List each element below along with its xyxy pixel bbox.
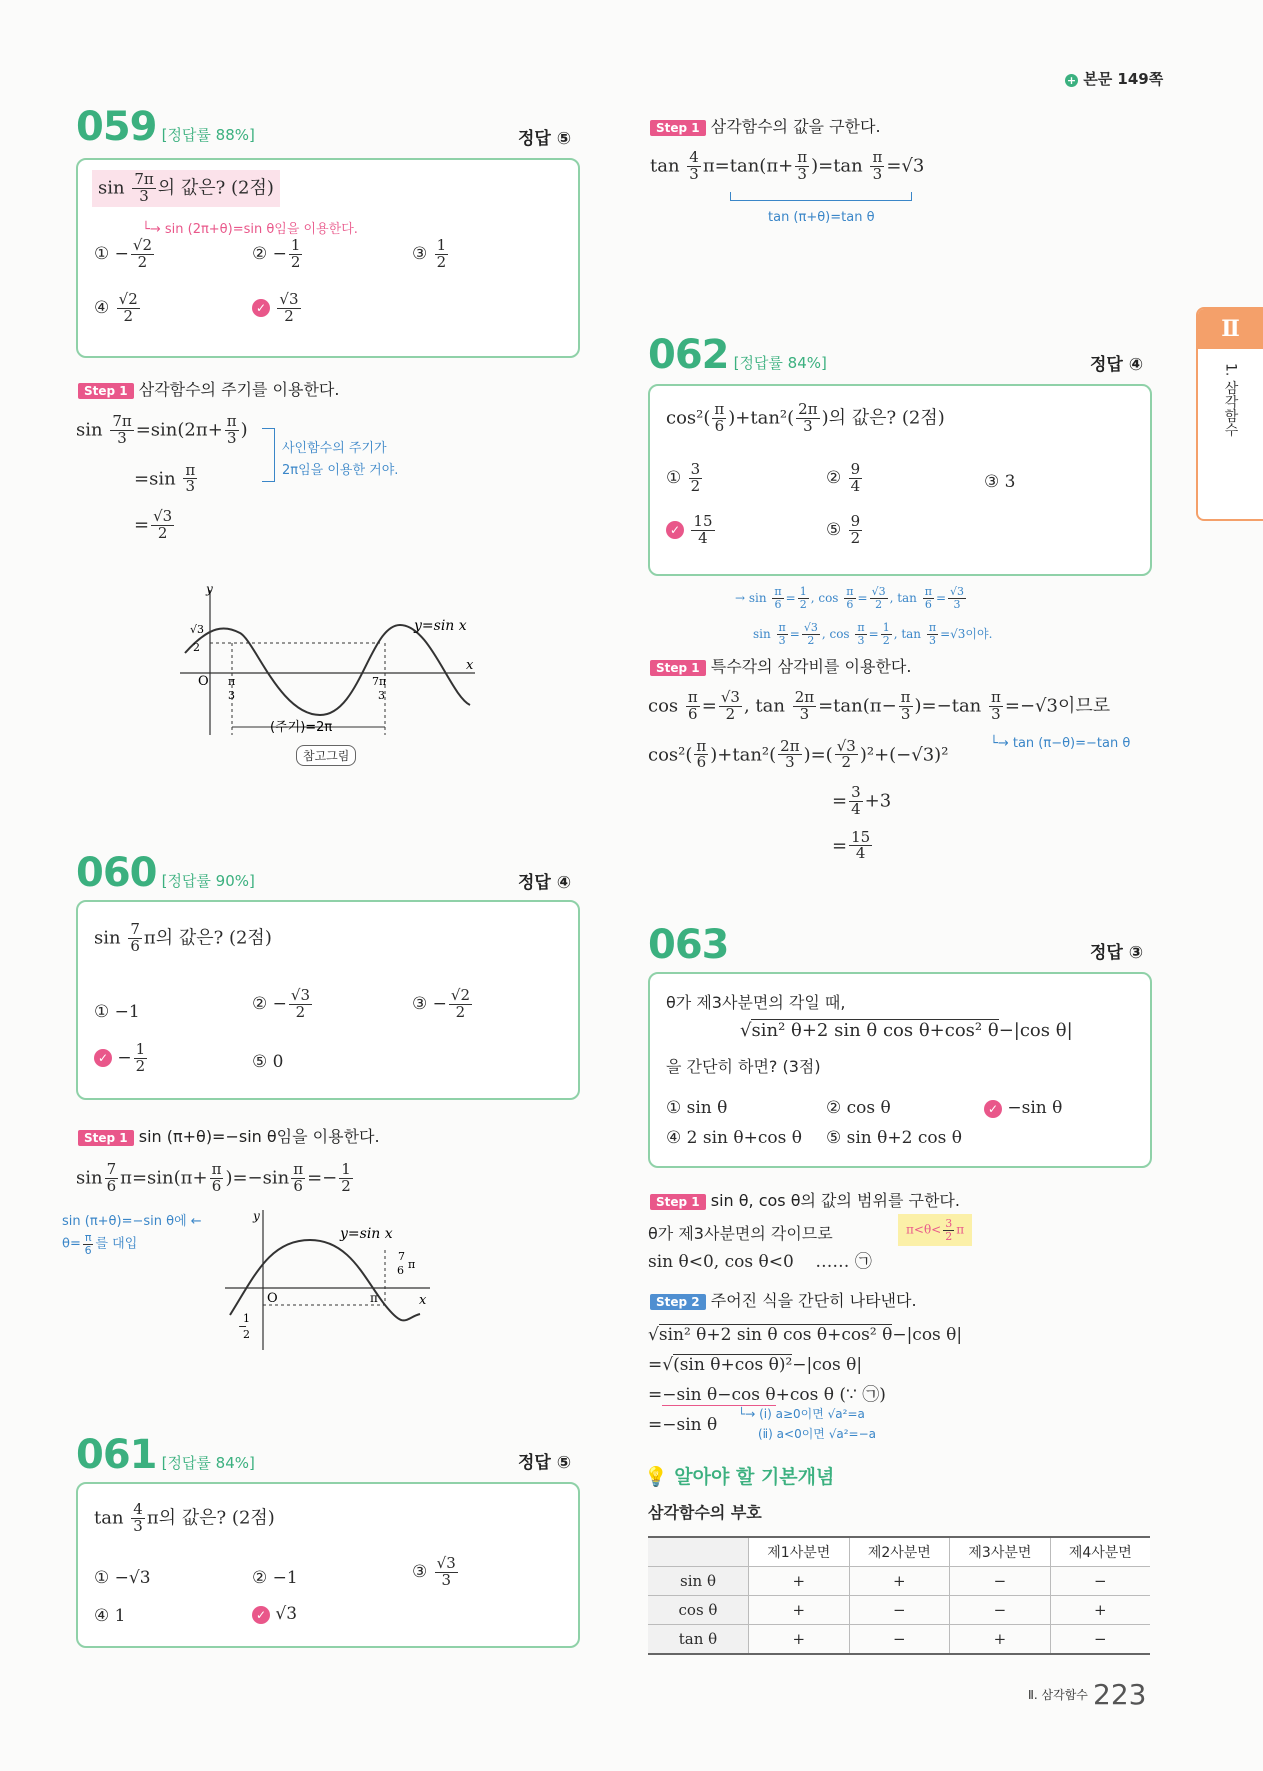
hint-059: └→ sin (2π+θ)=sin θ임을 이용한다. bbox=[142, 222, 358, 237]
option-4[interactable]: ④ $\frac{√2}{2}$ bbox=[94, 290, 138, 325]
note-text: tan (π−θ)=−tan θ bbox=[1012, 736, 1131, 751]
option-2[interactable]: ② $\frac{9}{4}$ bbox=[826, 460, 861, 495]
option-5[interactable]: ⑤ $\frac{9}{2}$ bbox=[826, 512, 861, 547]
svg-text:x: x bbox=[466, 658, 474, 673]
svg-text:√3: √3 bbox=[190, 623, 205, 636]
svg-text:O: O bbox=[198, 674, 209, 689]
special-angle-note: → sin $\frac{\pi}{6}$ = $\frac{1}{2}$ , cos $\frac{\pi}{6}$ = $\frac{√3}{2}$ , tan $\frac{\pi}{6}$ = $\frac{√3}{3}$ sin $\frac{\pi}{3}$ = $\frac{√3}{2}$ , cos $\frac{\pi}{3}$ = $\frac{1}{2}$ , tan $\frac{\pi}{3}$ =√3이야. bbox=[735, 585, 993, 647]
rule-line: (ⅰ) a≥0이면 √a²=a bbox=[759, 1407, 865, 1421]
problem-number: 063 bbox=[648, 922, 729, 968]
page-number: 223 bbox=[1093, 1678, 1147, 1711]
svg-text:y: y bbox=[206, 585, 213, 596]
option-1[interactable]: ① −√3 bbox=[94, 1568, 151, 1588]
solution-060: sin $\frac{7}{6}$ π=sin(π+ $\frac{\pi}{6}$ )=−sin $\frac{\pi}{6}$ =− $\frac{1}{2}$ bbox=[76, 1160, 351, 1195]
solution-063-step2: √sin² θ+2 sin θ cos θ+cos² θ−|cos θ| =√(sin θ+cos θ)²−|cos θ| =−sin θ−cos θ+cos θ (∵ ㉠) =−sin θ bbox=[648, 1325, 963, 1435]
side-note-line: 사인함수의 주기가 bbox=[282, 441, 387, 456]
checkmark-icon: ✓ bbox=[252, 299, 270, 317]
option-text: √3 bbox=[275, 1604, 298, 1624]
problem-number: 060 bbox=[76, 850, 157, 896]
range-highlight: π<θ< $\frac{3}{2}$ π bbox=[898, 1214, 972, 1246]
step1-063 bbox=[650, 1188, 960, 1211]
question-062: cos²( $\frac{\pi}{6}$ )+tan²( $\frac{2\pi}{3}$ )의 값은? (2점) bbox=[666, 400, 945, 435]
checkmark-icon: ✓ bbox=[984, 1100, 1002, 1118]
answer-label: 정답 ⑤ bbox=[518, 1453, 572, 1473]
table-cell: + bbox=[849, 1567, 950, 1596]
table-cell: + bbox=[749, 1625, 850, 1655]
solution-063-step1 bbox=[648, 1220, 872, 1276]
option-4[interactable]: ④ 1 bbox=[94, 1606, 126, 1626]
step-title: 삼각함수의 주기를 이용한다. bbox=[138, 380, 340, 399]
question-tail: 의 값은? (2점) bbox=[828, 407, 945, 429]
problem-061-box bbox=[76, 1482, 580, 1648]
table-row bbox=[648, 1567, 1150, 1596]
problem-number: 062 bbox=[648, 332, 729, 378]
question-tail: 의 값은? (2점) bbox=[155, 927, 272, 949]
footer-chapter: Ⅱ. 삼각함수 bbox=[1028, 1688, 1088, 1702]
option-5[interactable]: ⑤ 0 bbox=[252, 1052, 284, 1072]
reference-figure-tag: 참고그림 bbox=[296, 745, 356, 766]
chapter-tab[interactable] bbox=[1196, 307, 1263, 521]
table-cell: cos θ bbox=[648, 1596, 749, 1625]
question-061: tan $\frac{4}{3}$ π의 값은? (2점) bbox=[94, 1500, 275, 1535]
option-2[interactable]: ② cos θ bbox=[826, 1098, 891, 1118]
note-061: tan (π+θ)=tan θ bbox=[768, 210, 875, 225]
svg-text:7: 7 bbox=[398, 1250, 405, 1263]
option-1[interactable]: ① $\frac{3}{2}$ bbox=[666, 460, 701, 495]
step1-061 bbox=[650, 114, 881, 137]
option-3[interactable]: ③ $\frac{1}{2}$ bbox=[412, 236, 447, 271]
table-cell: − bbox=[1050, 1567, 1150, 1596]
table-cell: − bbox=[849, 1596, 950, 1625]
step-title: 주어진 식을 간단히 나타낸다. bbox=[710, 1291, 917, 1310]
table-cell: + bbox=[749, 1567, 850, 1596]
hint-text: sin (2π+θ)=sin θ임을 이용한다. bbox=[164, 222, 358, 237]
question-expression: √sin² θ+2 sin θ cos θ+cos² θ−|cos θ| bbox=[740, 1020, 1073, 1041]
chapter-roman: Ⅱ bbox=[1198, 309, 1263, 349]
accuracy-rate: [정답률 84%] bbox=[733, 354, 827, 372]
answer-label: 정답 ④ bbox=[518, 873, 572, 893]
solution-line: sin θ<0, cos θ<0 bbox=[648, 1252, 794, 1272]
period-label: (주기)=2π bbox=[270, 720, 333, 735]
problem-062-box bbox=[648, 384, 1152, 576]
table-cell: − bbox=[849, 1625, 950, 1655]
problem-061-header bbox=[76, 1432, 255, 1478]
option-2[interactable]: ② −1 bbox=[252, 1568, 298, 1588]
table-cell: tan θ bbox=[648, 1625, 749, 1655]
svg-text:7π: 7π bbox=[372, 675, 387, 688]
side-note-line: 2π임을 이용한 거야. bbox=[282, 463, 399, 478]
option-4[interactable]: ✓ $\frac{15}{4}$ bbox=[666, 514, 717, 547]
note-line: 를 대입 bbox=[95, 1236, 138, 1252]
graph-label: y=sin x bbox=[414, 618, 467, 634]
step-badge: Step 1 bbox=[650, 1194, 706, 1210]
root-rule-note: └→ (ⅰ) a≥0이면 √a²=a (ⅱ) a<0이면 √a²=−a bbox=[738, 1404, 876, 1444]
bracket-line bbox=[262, 428, 275, 482]
svg-text:2: 2 bbox=[243, 1328, 250, 1341]
checkmark-icon: ✓ bbox=[94, 1049, 112, 1067]
table-row bbox=[648, 1596, 1150, 1625]
table-cell: + bbox=[1050, 1596, 1150, 1625]
problem-059-box bbox=[76, 158, 580, 358]
checkmark-icon: ✓ bbox=[666, 521, 684, 539]
table-cell: − bbox=[950, 1596, 1051, 1625]
step-badge: Step 1 bbox=[650, 120, 706, 136]
problem-number: 061 bbox=[76, 1432, 157, 1478]
solution-062: cos $\frac{\pi}{6}$ = $\frac{√3}{2}$ , tan $\frac{2\pi}{3}$ =tan(π− $\frac{\pi}{3}$ )=−tan $\frac{\pi}{3}$ =−√3이므로 cos²( $\frac{\pi}{6}$ )+tan²( $\frac{2\pi}{3}$ )=( $\frac{√3}{2}$ )²+(−√3)² = $\frac{3}{4}$ +3 = $\frac{15}{4}$ bbox=[648, 688, 1111, 863]
svg-text:x: x bbox=[419, 1293, 427, 1308]
table-cell: + bbox=[950, 1625, 1051, 1655]
step1-060 bbox=[78, 1124, 380, 1147]
table-cell: − bbox=[1050, 1625, 1150, 1655]
step-title: sin (π+θ)=−sin θ임을 이용한다. bbox=[138, 1127, 380, 1146]
svg-text:−: − bbox=[238, 1320, 248, 1333]
svg-text:π: π bbox=[408, 1258, 416, 1271]
table-header: 제2사분면 bbox=[849, 1537, 950, 1567]
side-note-059 bbox=[282, 438, 398, 482]
problem-062-header bbox=[648, 332, 827, 378]
option-4[interactable]: ✓ − $\frac{1}{2}$ bbox=[94, 1042, 149, 1075]
option-3[interactable]: ③ $\frac{√3}{3}$ bbox=[412, 1554, 456, 1589]
step1-062 bbox=[650, 654, 911, 677]
rule-line: (ⅱ) a<0이면 √a²=−a bbox=[758, 1427, 876, 1441]
svg-text:1: 1 bbox=[243, 1312, 250, 1325]
equation-tag: …… ㉠ bbox=[815, 1252, 872, 1272]
chapter-label: 1. 삼각함수 bbox=[1222, 363, 1239, 437]
problem-060-header bbox=[76, 850, 255, 896]
note-062: └→ tan (π−θ)=−tan θ bbox=[990, 736, 1131, 751]
option-3[interactable]: ③ − $\frac{√2}{2}$ bbox=[412, 986, 470, 1021]
option-3[interactable]: ③ 3 bbox=[984, 472, 1016, 492]
concept-subtitle: 삼각함수의 부호 bbox=[648, 1503, 762, 1522]
step-badge: Step 1 bbox=[78, 1130, 134, 1146]
option-1[interactable]: ① −1 bbox=[94, 1002, 140, 1022]
sign-table bbox=[648, 1536, 1150, 1655]
solution-tail: 이므로 bbox=[1057, 695, 1111, 717]
accuracy-rate: [정답률 90%] bbox=[161, 872, 255, 890]
option-2[interactable]: ② − $\frac{√3}{2}$ bbox=[252, 986, 310, 1021]
table-header: 제3사분면 bbox=[950, 1537, 1051, 1567]
sine-graph-060 bbox=[225, 1210, 435, 1350]
note-060: sin (π+θ)=−sin θ에 ← θ= $\frac{\pi}{6}$ 를 대입 bbox=[62, 1214, 202, 1257]
table-cell: − bbox=[950, 1567, 1051, 1596]
svg-text:2: 2 bbox=[193, 641, 200, 654]
option-1[interactable]: ① sin θ bbox=[666, 1098, 728, 1118]
svg-text:.: . bbox=[265, 721, 270, 736]
svg-text:π: π bbox=[228, 675, 236, 688]
question-tail: 의 값은? (2점) bbox=[158, 1507, 275, 1529]
problem-063-box bbox=[648, 972, 1152, 1168]
note-line: sin (π+θ)=−sin θ에 bbox=[62, 1214, 187, 1229]
plus-circle-icon: + bbox=[1066, 74, 1077, 87]
step-badge: Step 2 bbox=[650, 1294, 706, 1310]
concept-title bbox=[644, 1462, 834, 1489]
svg-text:y: y bbox=[253, 1210, 260, 1223]
option-4[interactable]: ④ 2 sin θ+cos θ bbox=[666, 1128, 802, 1148]
question-059: sin $\frac{7\pi}{3}$ 의 값은? (2점) bbox=[92, 170, 280, 207]
answer-label: 정답 ③ bbox=[1090, 943, 1144, 963]
question-tail: 의 값은? (2점) bbox=[157, 177, 274, 199]
checkmark-icon: ✓ bbox=[252, 1606, 270, 1624]
page-reference bbox=[1065, 68, 1163, 89]
problem-059-header bbox=[76, 104, 255, 150]
option-3[interactable] bbox=[984, 1098, 1062, 1118]
step-title: sin θ, cos θ의 값의 범위를 구한다. bbox=[710, 1191, 960, 1210]
page-footer bbox=[1028, 1678, 1146, 1711]
step-title: 특수각의 삼각비를 이용한다. bbox=[710, 657, 912, 676]
bracket-line bbox=[730, 192, 912, 201]
accuracy-rate: [정답률 88%] bbox=[161, 126, 255, 144]
svg-text:3: 3 bbox=[228, 689, 235, 702]
option-text: −sin θ bbox=[1007, 1098, 1063, 1118]
table-header: 제4사분면 bbox=[1050, 1537, 1150, 1567]
lightbulb-icon: 💡 bbox=[644, 1466, 668, 1488]
option-5[interactable] bbox=[252, 1604, 297, 1624]
option-5[interactable]: ✓ $\frac{√3}{2}$ bbox=[252, 292, 303, 325]
problem-063-header bbox=[648, 922, 729, 968]
table-header-row bbox=[648, 1537, 1150, 1567]
step-badge: Step 1 bbox=[78, 383, 134, 399]
table-cell: + bbox=[749, 1596, 850, 1625]
problem-number: 059 bbox=[76, 104, 157, 150]
question-line: 을 간단히 하면? (3점) bbox=[666, 1057, 821, 1076]
table-cell: sin θ bbox=[648, 1567, 749, 1596]
problem-060-box bbox=[76, 900, 580, 1100]
table-header: 제1사분면 bbox=[749, 1537, 850, 1567]
answer-label: 정답 ⑤ bbox=[518, 129, 572, 149]
solution-059: sin $\frac{7\pi}{3}$ =sin(2π+ $\frac{\pi}{3}$ ) =sin $\frac{\pi}{3}$ = $\frac{√3}{2}$ bbox=[76, 412, 248, 542]
svg-text:O: O bbox=[267, 1291, 278, 1306]
option-2[interactable]: ② − $\frac{1}{2}$ bbox=[252, 236, 301, 271]
page-reference-text: 본문 149쪽 bbox=[1083, 70, 1164, 88]
solution-061: tan $\frac{4}{3}$ π=tan(π+ $\frac{\pi}{3}$ )=tan $\frac{\pi}{3}$ =√3 bbox=[650, 148, 925, 183]
accuracy-rate: [정답률 84%] bbox=[161, 1454, 255, 1472]
step-badge: Step 1 bbox=[650, 660, 706, 676]
step2-063 bbox=[650, 1288, 917, 1311]
question-060: sin $\frac{7}{6}$ π의 값은? (2점) bbox=[94, 920, 272, 955]
svg-text:3: 3 bbox=[378, 689, 385, 702]
answer-label: 정답 ④ bbox=[1090, 355, 1144, 375]
option-5[interactable]: ⑤ sin θ+2 cos θ bbox=[826, 1128, 962, 1148]
table-row bbox=[648, 1625, 1150, 1655]
svg-text:π: π bbox=[370, 1291, 378, 1305]
step-title: 삼각함수의 값을 구한다. bbox=[710, 117, 881, 136]
question-line: θ가 제3사분면의 각일 때, bbox=[666, 993, 846, 1012]
step1-059 bbox=[78, 377, 339, 400]
option-1[interactable]: ① − $\frac{√2}{2}$ bbox=[94, 236, 152, 271]
solution-line: θ가 제3사분면의 각이므로 bbox=[648, 1224, 833, 1243]
concept-title-text: 알아야 할 기본개념 bbox=[674, 1466, 835, 1488]
table-header bbox=[648, 1537, 749, 1567]
svg-text:6: 6 bbox=[397, 1264, 404, 1277]
graph-label: y=sin x bbox=[340, 1226, 393, 1242]
